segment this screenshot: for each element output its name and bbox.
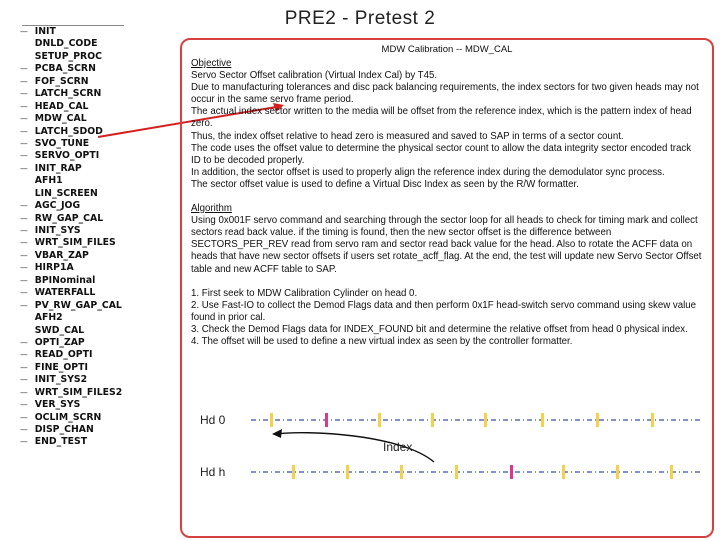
objective-text — [191, 70, 703, 191]
sidebar-item-read-opti: — READ_OPTI — [22, 349, 122, 361]
index-offset-arrowhead — [272, 429, 282, 438]
sidebar-item-lin-screen: LIN_SCREEN — [34, 187, 98, 199]
objective-line: The sector offset value is used to define a Virtual Disc Index as seen by the R/W formatter. — [191, 178, 579, 190]
sector-mark — [455, 465, 458, 479]
sector-mark — [346, 465, 349, 479]
sector-mark — [400, 465, 403, 479]
objective-line: Thus, the index offset relative to head zero is measured and saved to SAP in terms of a sector count. — [191, 130, 624, 142]
index-sector-mark — [510, 465, 513, 479]
objective-line: In addition, the sector offset is used to properly align the reference index during the demodulator sync process. — [191, 166, 665, 178]
panel-body — [191, 58, 703, 348]
sidebar-item-disp-chan: — DISP_CHAN — [22, 424, 122, 436]
sector-mark — [616, 465, 619, 479]
sidebar-item-mdw-cal: — MDW_CAL — [22, 113, 122, 125]
sidebar-item-svo-tune: — SVO_TUNE — [22, 138, 122, 150]
sidebar-item-pcba-scrn: — PCBA_SCRN — [22, 63, 122, 75]
sidebar-item-afh2: AFH2 — [34, 312, 63, 324]
sidebar-item-init-sys: — INIT_SYS — [22, 225, 122, 237]
objective-line: The actual index sector written to the media will be offset from the reference index, which is the pattern index of head zero. — [191, 106, 692, 130]
hd0-label: Hd 0 — [200, 413, 226, 427]
index-label: Index — [383, 440, 413, 454]
sidebar-item-servo-opti: — SERVO_OPTI — [22, 150, 122, 162]
sidebar-item-wrt-sim-files2: — WRT_SIM_FILES2 — [22, 387, 122, 399]
sidebar-item-hirp1a: — HIRP1A — [22, 262, 122, 274]
sector-mark — [484, 413, 487, 427]
sidebar-item-vbar-zap: — VBAR_ZAP — [22, 250, 122, 262]
sidebar-item-swd-cal: SWD_CAL — [34, 324, 85, 336]
step-item: 3. Check the Demod Flags data for INDEX_FOUND bit and determine the relative offset from head 0 physical index. — [191, 323, 688, 335]
sidebar-item-end-test: — END_TEST — [22, 436, 122, 448]
sidebar-item-latch-sdod: — LATCH_SDOD — [22, 126, 122, 138]
sidebar-item-init-rap: — INIT_RAP — [22, 163, 122, 175]
sidebar-item-afh1: AFH1 — [34, 175, 63, 187]
sidebar-item-agc-jog: — AGC_JOG — [22, 200, 122, 212]
objective-line: Servo Sector Offset calibration (Virtual Index Cal) by T45. — [191, 70, 438, 82]
step-item: 2. Use Fast-IO to collect the Demod Flags data and then perform 0x1F head-switch servo command using skew value found in prior cal. — [191, 299, 697, 323]
step-item: 4. The offset will be used to define a new virtual index as seen by the controller formatter. — [191, 335, 573, 347]
sidebar-item-rw-gap-cal: — RW_GAP_CAL — [22, 213, 122, 225]
sidebar-item-oclim-scrn: — OCLIM_SCRN — [22, 412, 122, 424]
sidebar-item-opti-zap: — OPTI_ZAP — [22, 337, 122, 349]
sector-mark — [596, 413, 599, 427]
objective-line: The code uses the offset value to determine the physical sector count to allow the data integrity sector encoded track ID to be decoded properly. — [191, 142, 692, 166]
objective-line: Due to manufacturing tolerances and disc pack balancing requirements, the index sectors for two given heads may not occur in the same servo frame period. — [191, 82, 699, 106]
sidebar-item-dnld-code: DNLD_CODE — [34, 38, 98, 50]
sidebar-item-init: — INIT — [22, 26, 122, 38]
sidebar-item-wrt-sim-files: — WRT_SIM_FILES — [22, 237, 122, 249]
sidebar-item-latch-scrn: — LATCH_SCRN — [22, 88, 122, 100]
step-item: 1. First seek to MDW Calibration Cylinder on head 0. — [191, 287, 418, 299]
index-offset-diagram — [196, 404, 706, 514]
index-sector-mark — [325, 413, 328, 427]
algorithm-label: Algorithm — [191, 203, 232, 215]
sidebar-item-bpinominal: — BPINominal — [22, 275, 122, 287]
sector-mark — [292, 465, 295, 479]
sector-mark — [670, 465, 673, 479]
sidebar-item-fine-opti: — FINE_OPTI — [22, 362, 122, 374]
sidebar-item-waterfall: — WATERFALL — [22, 287, 122, 299]
sector-mark — [562, 465, 565, 479]
objective-label: Objective — [191, 58, 232, 69]
sector-mark — [270, 413, 273, 427]
sidebar-item-pv-rw-gap-cal: — PV_RW_GAP_CAL — [22, 300, 122, 312]
hdh-label: Hd h — [200, 465, 226, 479]
sector-mark — [541, 413, 544, 427]
sidebar-item-setup-proc: SETUP_PROC — [34, 50, 102, 62]
sector-mark — [431, 413, 434, 427]
algorithm-text: Using 0x001F servo command and searching through the sector loop for all heads to check for timing mark and collect sectors read back value. if the timing is found, then the new sector offset is the difference between SECTORS_PER_REV read from servo ram and sector read back value for the head. Also to rotate the ACFF data on heads that have new sector offsets if users set rotate_acff_flag. At the end, the test will update new Servo Sector Offset table and new ACFF table to SAP. — [191, 215, 702, 275]
sector-mark — [651, 413, 654, 427]
panel-heading: MDW Calibration -- MDW_CAL — [381, 44, 513, 55]
steps-list — [191, 288, 703, 348]
sector-mark — [378, 413, 381, 427]
sidebar-item-ver-sys: — VER_SYS — [22, 399, 122, 411]
sidebar-item-head-cal: — HEAD_CAL — [22, 101, 122, 113]
sidebar-item-init-sys2: — INIT_SYS2 — [22, 374, 122, 386]
page-title: PRE2 - Pretest 2 — [284, 8, 436, 29]
sidebar-item-fof-scrn: — FOF_SCRN — [22, 76, 122, 88]
hd0-sector-marks — [270, 413, 654, 427]
